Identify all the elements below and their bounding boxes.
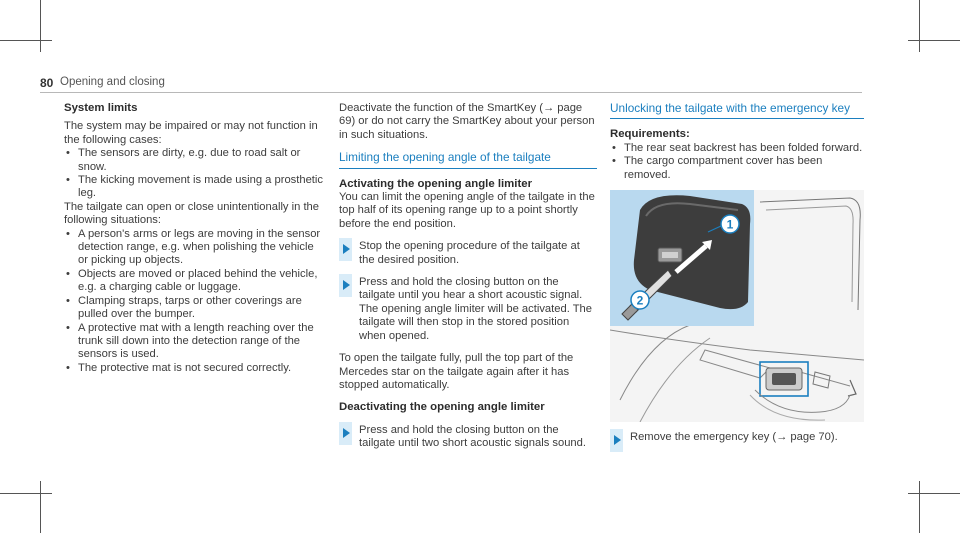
system-limits-heading: System limits bbox=[64, 102, 138, 114]
list-item: • Objects are moved or placed behind the vehicle, e.g. a charging cable or luggage. bbox=[64, 268, 326, 295]
situations-list bbox=[64, 228, 326, 375]
open-fully-text: To open the tailgate fully, pull the top part of the Mercedes star on the tailgate again after it has stopped automatically. bbox=[339, 352, 574, 391]
crop-mark bbox=[919, 0, 920, 52]
chapter-title: Opening and closing bbox=[60, 76, 165, 88]
intro-text: The system may be impaired or may not function in the following cases: bbox=[64, 120, 318, 146]
step-remove-key bbox=[610, 431, 864, 444]
step-text: Remove the emergency key (→ page 70). bbox=[630, 431, 838, 444]
deactivating-heading: Deactivating the opening angle limiter bbox=[339, 401, 545, 414]
limiting-heading: Limiting the opening angle of the tailgate bbox=[339, 151, 597, 168]
crop-mark bbox=[908, 40, 960, 41]
crop-mark bbox=[919, 481, 920, 533]
requirements-list bbox=[610, 142, 864, 182]
callout-2: 2 bbox=[636, 293, 644, 308]
step-text: Press and hold the closing button on the tailgate until you hear a short acoustic signal. The opening angle limiter will be activated. The tailgate will then stop in the stored position when opened. bbox=[359, 276, 592, 342]
list-item: • The protective mat is not secured correctly. bbox=[64, 362, 326, 375]
activating-text: You can limit the opening angle of the tailgate in the top half of its opening range up to a point shortly before the end position. bbox=[339, 191, 595, 230]
step-deactivate bbox=[339, 424, 597, 451]
requirements-heading: Requirements: bbox=[610, 128, 690, 141]
column-3 bbox=[610, 102, 864, 444]
illustration-drawing bbox=[610, 190, 864, 422]
crop-mark bbox=[0, 40, 52, 41]
crop-mark bbox=[908, 493, 960, 494]
page-number: 80 bbox=[40, 76, 54, 90]
situations-intro: The tailgate can open or close unintentionally in the following situations: bbox=[64, 200, 319, 227]
crop-mark bbox=[0, 493, 52, 494]
column-2 bbox=[339, 102, 597, 451]
step-press-hold bbox=[339, 276, 597, 343]
step-text: Press and hold the closing button on the tailgate until two short acoustic signals sound. bbox=[359, 423, 586, 450]
deactivate-text: Deactivate the function of the SmartKey (→ page 69) or do not carry the SmartKey about your person in such situations. bbox=[339, 102, 595, 141]
step-arrow-icon bbox=[339, 238, 352, 261]
page-header bbox=[40, 74, 862, 94]
cases-list bbox=[64, 147, 326, 201]
list-item: • Clamping straps, tarps or other coverings are pulled over the bumper. bbox=[64, 295, 326, 322]
crop-mark bbox=[40, 0, 41, 52]
list-item: • The cargo compartment cover has been removed. bbox=[610, 155, 864, 182]
step-arrow-icon bbox=[610, 429, 623, 452]
callout-1: 1 bbox=[726, 217, 734, 232]
step-stop-opening bbox=[339, 240, 597, 267]
activating-heading: Activating the opening angle limiter bbox=[339, 177, 533, 190]
list-item: • A person's arms or legs are moving in the sensor detection range, e.g. when polishing the vehicle or picking up objects. bbox=[64, 228, 326, 268]
list-item: • The sensors are dirty, e.g. due to road salt or snow. bbox=[64, 147, 326, 174]
unlocking-heading: Unlocking the tailgate with the emergency key bbox=[610, 102, 864, 119]
crop-mark bbox=[40, 481, 41, 533]
list-item: • A protective mat with a length reaching over the trunk sill down into the detection range of the sensors is used. bbox=[64, 322, 326, 362]
column-1 bbox=[64, 102, 326, 375]
step-text: Stop the opening procedure of the tailgate at the desired position. bbox=[359, 240, 580, 266]
list-item: • The kicking movement is made using a prosthetic leg. bbox=[64, 174, 326, 201]
step-arrow-icon bbox=[339, 274, 352, 297]
tailgate-illustration bbox=[610, 190, 864, 422]
header-divider bbox=[40, 92, 862, 93]
list-item: • The rear seat backrest has been folded forward. bbox=[610, 142, 864, 155]
step-arrow-icon bbox=[339, 422, 352, 445]
